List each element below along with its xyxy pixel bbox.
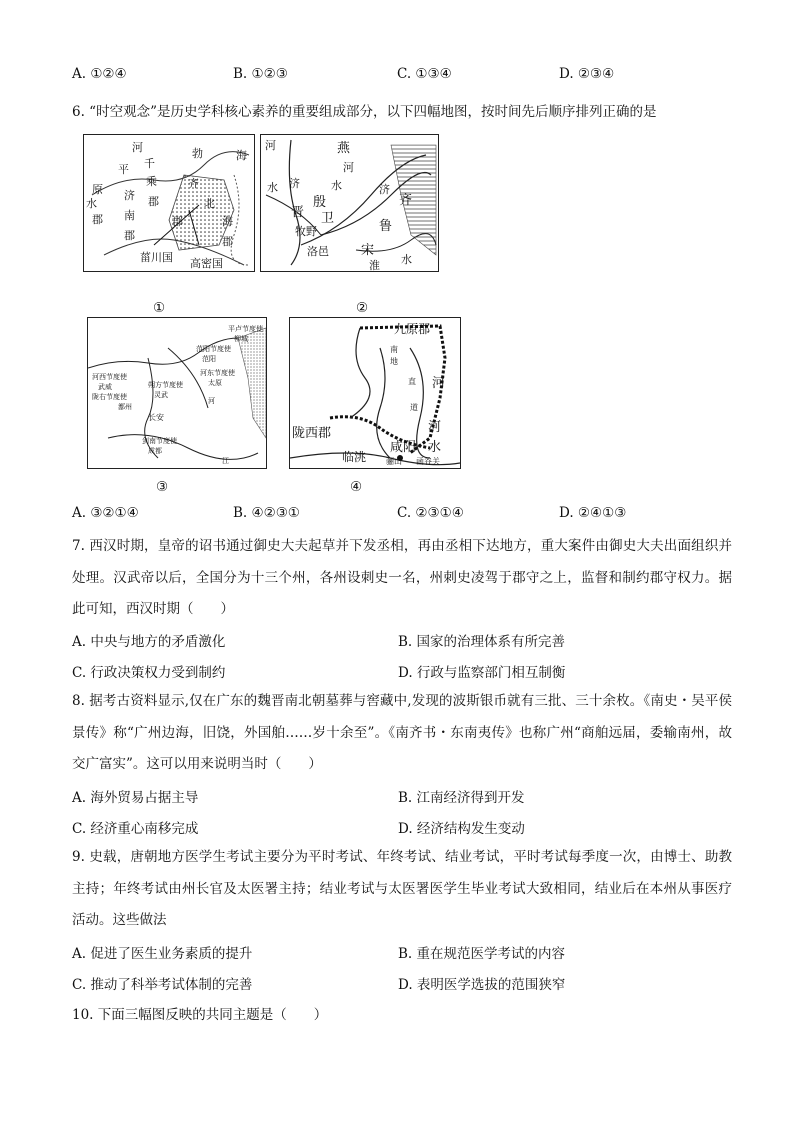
map-4-label-10: 临洮 [342, 450, 367, 464]
q5-option-d[interactable]: D. ②③④ [559, 66, 615, 82]
q8-option-d[interactable]: D. 经济结构发生变动 [398, 821, 525, 837]
map-4-label-6: 道 [410, 403, 418, 412]
map-4-label-8: 水 [428, 440, 442, 455]
q8-option-a[interactable]: A. 海外贸易占据主导 [72, 790, 199, 806]
map-3-label-1: 平卢节度使 [228, 325, 263, 333]
map-2-caption: ② [356, 300, 369, 316]
map-1-label-4: 乘 [146, 175, 157, 188]
q9-stem: 9. 史载，唐朝地方医学生考试主要分为平时考试、年终考试、结业考试，平时考试每季度一次，由博士、助教主持；年终考试由州长官及太医署主持；结业考试与太医署医学生毕业考试大致相同，结业后在本州从事医疗活动。这些做法 [72, 849, 732, 928]
map-3-label-7: 河西节度使 [92, 373, 127, 381]
q8-option-b[interactable]: B. 江南经济得到开发 [398, 790, 525, 806]
q6-stem: 6. “时空观念”是历史学科核心素养的重要组成部分，以下四幅地图，按时间先后顺序排列正确的是 [72, 104, 657, 120]
map-1-label-14: 北 [204, 197, 215, 210]
map-1-label-6: 海 [236, 149, 247, 162]
map-2-label-10: 晋 [291, 205, 305, 220]
map-3-label-5: 河东节度使 [200, 369, 235, 377]
map-2-label-15: 宋 [361, 243, 375, 258]
map-4-label-5: 直 [408, 377, 416, 386]
map-2-label-6: 齐 [399, 193, 413, 208]
map-1-label-3: 千 [144, 157, 155, 170]
q8-stem: 8. 据考古资料显示,仅在广东的魏晋南北朝墓葬与窖藏中,发现的波斯银币就有三批、三十余枚。《南史・吴平侯景传》称“广州边海，旧饶，外国舶……岁十余至”。《南齐书・东南夷传》也称广州“商舶远届，委输南州，故交广富实”。这可以用来说明当时（ ） [72, 693, 732, 772]
map-3-label-9: 陇右节度使 [92, 393, 127, 401]
q9-option-b[interactable]: B. 重在规范医学考试的内容 [398, 946, 566, 962]
q6-option-b[interactable]: B. ④②③① [233, 505, 300, 521]
map-1 [83, 134, 255, 272]
map-3-label-4: 范阳 [202, 355, 216, 363]
map-3-label-3: 范阳节度使 [196, 345, 231, 353]
map-3 [87, 317, 267, 469]
map-1-label-7: 原 [92, 183, 103, 196]
map-1-caption: ① [153, 300, 166, 316]
q6-option-c[interactable]: C. ②③①④ [397, 505, 464, 521]
q5-option-c[interactable]: C. ①③④ [397, 66, 452, 82]
map-1-label-11: 郡 [148, 195, 159, 208]
map-1-label-8: 济 [124, 189, 135, 202]
map-2-label-9: 水 [267, 181, 278, 194]
q7-option-a[interactable]: A. 中央与地方的矛盾激化 [72, 634, 226, 650]
map-4-label-7: 河 [428, 420, 442, 435]
map-1-label-13: 郡 [92, 213, 103, 226]
map-3-caption: ③ [156, 479, 169, 495]
q7-stem: 7. 西汉时期，皇帝的诏书通过御史大夫起草并下发丞相，再由丞相下达地方，重大案件由御史大夫出面组织并处理。汉武帝以后，全国分为十三个州，各州设刺史一名，州刺史凌驾于郡守之上，监督和制约郡守权力。据此可知，西汉时期（ ） [72, 538, 732, 617]
map-2-label-16: 淮 [369, 259, 380, 272]
q10-stem: 10. 下面三幅图反映的共同主题是（ ） [72, 1007, 328, 1023]
map-2-label-8: 济 [289, 177, 300, 190]
map-4 [289, 317, 461, 469]
map-1-label-9: 齐 [188, 177, 199, 190]
q6-options [72, 505, 752, 525]
q8-option-c[interactable]: C. 经济重心南移完成 [72, 821, 199, 837]
q7-option-d[interactable]: D. 行政与监察部门相互制衡 [398, 665, 566, 681]
map-1-label-17: 海 [222, 215, 233, 228]
map-4-label-12: 骊山 [386, 457, 402, 466]
q9-option-d[interactable]: D. 表明医学选拔的范围狭窄 [398, 977, 566, 993]
map-2-label-3: 河 [343, 161, 354, 174]
map-3-label-12: 灵武 [154, 391, 168, 399]
map-1-label-20: 高密国 [190, 257, 223, 270]
map-2-label-1: 河 [265, 139, 276, 152]
map-1-label-5: 勃 [192, 147, 203, 160]
q5-option-b[interactable]: B. ①②③ [233, 66, 288, 82]
map-4-caption: ④ [350, 479, 363, 495]
map-1-label-16: 郡 [124, 229, 135, 242]
map-2-label-4: 水 [331, 179, 342, 192]
q9-option-a[interactable]: A. 促进了医生业务素质的提升 [72, 946, 253, 962]
map-3-label-16: 江 [222, 457, 229, 465]
map-4-label-11: 咸阳 [390, 440, 417, 455]
map-2-label-7: 殷 [313, 195, 327, 210]
map-2-label-5: 济 [379, 183, 390, 196]
map-4-label-13: 函谷关 [416, 457, 440, 466]
map-2-label-2: 燕 [337, 141, 351, 156]
map-3-label-11: 朔方节度使 [148, 381, 183, 389]
map-1-label-18: 郡 [222, 235, 233, 248]
q6-option-a[interactable]: A. ③②①④ [72, 505, 139, 521]
map-4-label-1: 九原郡 [394, 322, 431, 336]
map-1-label-10: 水 [86, 197, 97, 210]
map-1-label-12: 南 [124, 209, 135, 222]
map-1-label-1: 河 [132, 141, 143, 154]
map-3-label-15: 成都 [148, 447, 162, 455]
q9-option-c[interactable]: C. 推动了科举考试体制的完善 [72, 977, 253, 993]
map-3-label-17: 河 [208, 397, 215, 405]
map-4-label-9: 陇西郡 [292, 426, 332, 441]
q7-option-b[interactable]: B. 国家的治理体系有所完善 [398, 634, 566, 650]
map-2-label-14: 洛邑 [307, 245, 329, 258]
map-1-label-19: 菑川国 [140, 251, 173, 264]
map-1-label-15: 郡 [172, 215, 183, 228]
map-2 [260, 134, 439, 272]
q5-option-a[interactable]: A. ①②④ [72, 66, 127, 82]
map-4-label-2: 河 [432, 376, 446, 391]
map-4-label-3: 南 [390, 345, 398, 354]
q5-options [72, 66, 752, 86]
map-3-label-6: 太原 [208, 379, 222, 387]
q7-option-c[interactable]: C. 行政决策权力受到制约 [72, 665, 226, 681]
map-3-label-10: 鄯州 [118, 403, 132, 411]
map-2-label-11: 卫 [321, 211, 335, 226]
map-1-label-2: 平 [118, 163, 129, 176]
map-4-label-4: 地 [390, 357, 398, 366]
map-2-label-12: 牧野 [295, 225, 317, 238]
map-3-label-2: 柳城 [234, 335, 248, 343]
map-2-label-17: 水 [401, 253, 412, 266]
map-3-label-14: 剑南节度使 [142, 437, 177, 445]
map-2-label-13: 鲁 [379, 219, 393, 234]
map-3-label-8: 武威 [98, 383, 112, 391]
map-3-label-13: 长安 [148, 413, 164, 422]
q6-option-d[interactable]: D. ②④①③ [559, 505, 627, 521]
